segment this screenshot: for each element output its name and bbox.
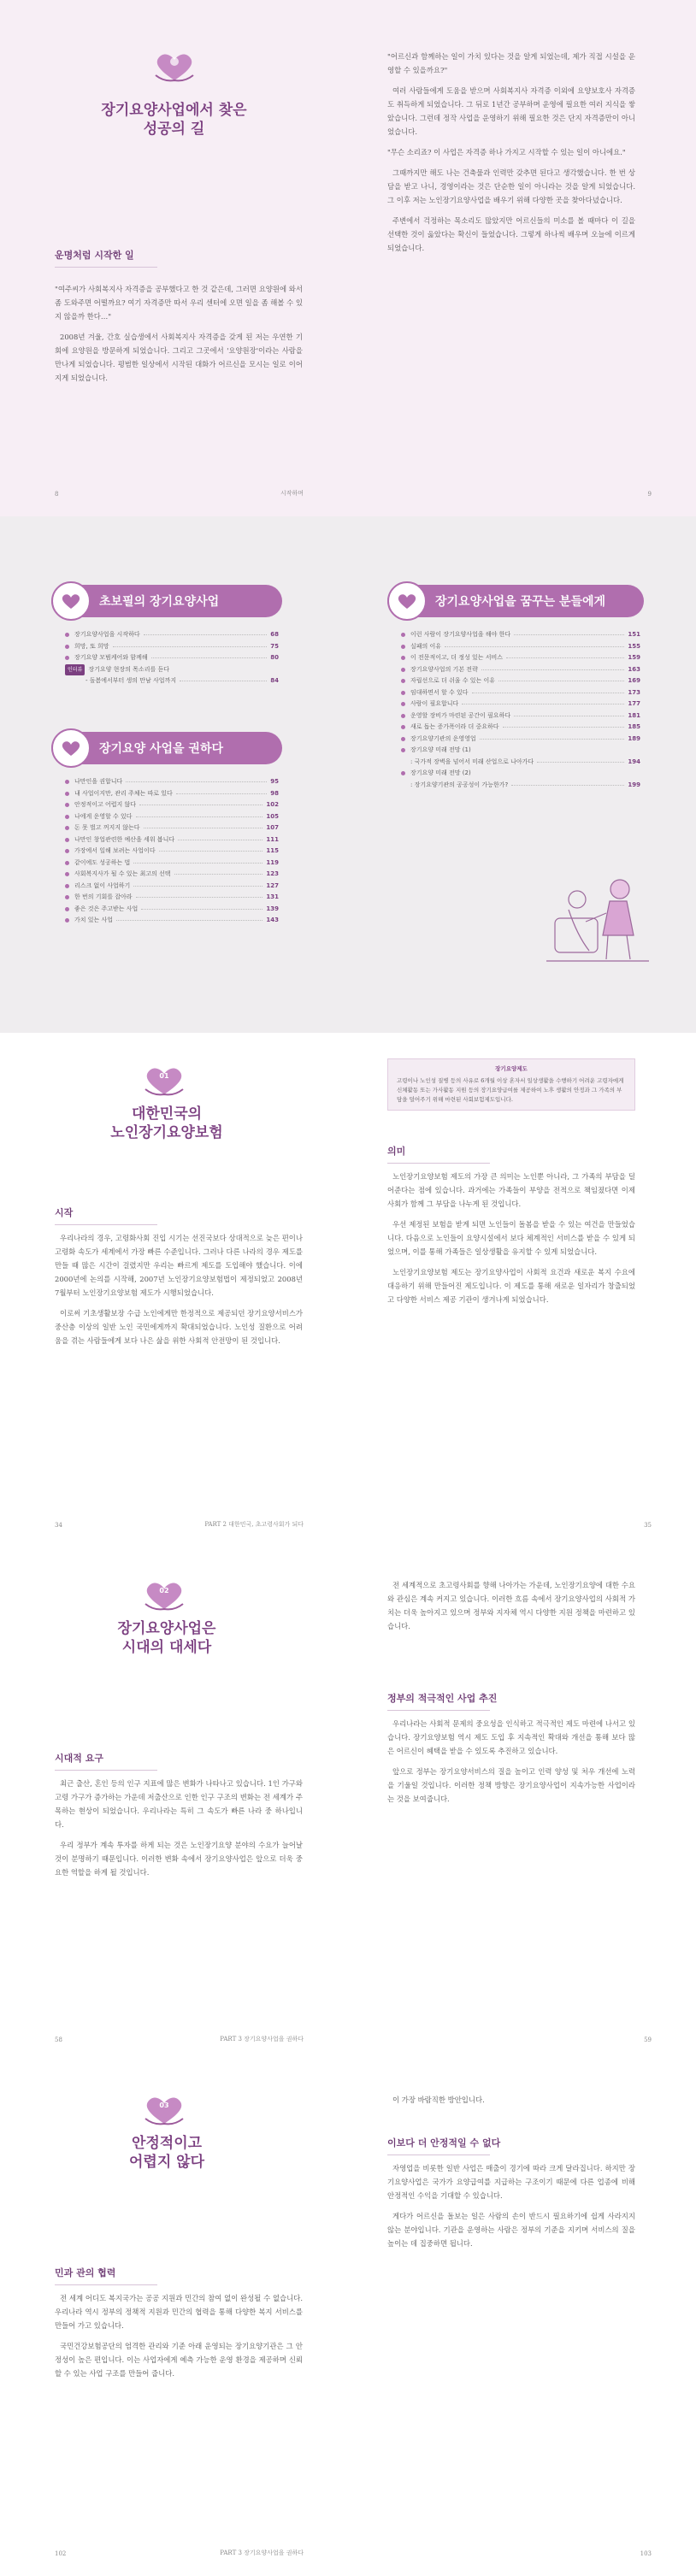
chapter-number: 01 bbox=[159, 1072, 169, 1080]
page-number: 58 bbox=[55, 2037, 62, 2043]
paragraph: 노인장기요양보험 제도는 장기요양사업이 사회적 요건과 새로운 복지 수요에 대응하기 위해 만들어진 제도입니다. 이 제도를 통해 새로운 일자리가 창출되었고 다양한 서비스 제공 기관이 생겨나게 되었습니다. bbox=[387, 1268, 635, 1304]
toc-item[interactable]: 나에게 운영할 수 있다 105 bbox=[65, 811, 279, 823]
title-line-2: 시대의 대세다 bbox=[121, 1639, 212, 1656]
title-line-1: 장기요양사업은 bbox=[117, 1620, 216, 1637]
toc-item[interactable]: 장기요양 모범케어와 함께해 80 bbox=[65, 652, 279, 664]
paragraph: 앞으로 정부는 장기요양서비스의 질을 높이고 인력 양성 및 처우 개선에 노력을 기울일 것입니다. 이러한 정책 방향은 장기요양사업이 지속가능한 사업이라는 것을 보여줍니다. bbox=[387, 1767, 635, 1803]
chapter-title bbox=[0, 101, 348, 139]
toc-item[interactable]: 장기요양 미래 전망 (1) bbox=[401, 745, 640, 757]
toc-item[interactable]: 실패의 이유 155 bbox=[401, 641, 640, 653]
paragraph: 우리나라의 경우, 고령화사회 진입 시기는 선진국보다 상대적으로 늦은 편이나 고령화 속도가 세계에서 가장 빠른 수준입니다. 그러나 다른 나라의 경우 제도를 만들 때 많은 시간이 걸렸지만 우리는 빠르게 제도를 도입해야 했습니다. 이에 2000년에 논의를 시작해, 2007년 노인장기요양보험법이 제정되었고 2008년 7월부터 노인장기요양보험 제도가 시행되었습니다. bbox=[55, 1234, 303, 1297]
paragraph: 최근 출산, 혼인 등의 인구 지표에 많은 변화가 나타나고 있습니다. 1인 가구와 고령 가구가 증가하는 가운데 저출산으로 인한 인구 구조의 변화는 전 세계가 주목하는 현상이 되었습니다. 우리나라는 특히 그 속도가 빠른 나라 중 하나입니다. bbox=[55, 1779, 303, 1829]
title-line-2: 어렵지 않다 bbox=[128, 2154, 205, 2171]
toc-left bbox=[0, 516, 348, 1033]
toc-banner-3 bbox=[387, 585, 644, 617]
paragraph: 전 세계적으로 초고령사회를 향해 나아가는 가운데, 노인장기요양에 대한 수요와 관심은 계속 커지고 있습니다. 이러한 흐름 속에서 장기요양사업의 사회적 가치는 더욱 높아지고 있으며 정부와 지자체 역시 다양한 지원 정책을 마련하고 있습니다. bbox=[387, 1581, 635, 1630]
title-line-2: 성공의 길 bbox=[143, 121, 205, 138]
title-line-2: 노인장기요양보험 bbox=[110, 1124, 223, 1141]
banner-label: 초보필의 장기요양사업 bbox=[99, 595, 220, 609]
heart-hands-icon bbox=[140, 2093, 188, 2127]
section-heading: 의미 bbox=[387, 1144, 490, 1164]
paragraph: 이로써 기초생활보장 수급 노인에게만 한정적으로 제공되던 장기요양서비스가 중산층 이상의 일반 노인 국민에게까지 확대되었습니다. 노인성 질환으로 어려움을 겪는 사람들에게 보다 나은 삶을 위한 사회적 안전망이 된 것입니다. bbox=[55, 1309, 303, 1345]
toc-item[interactable]: 자립선으로 더 쉬울 수 있는 이유 169 bbox=[401, 675, 640, 687]
heart-icon bbox=[387, 581, 427, 621]
paragraph: 우리나라는 사회적 문제의 중요성을 인식하고 적극적인 제도 마련에 나서고 있습니다. 장기요양보험 역시 제도 도입 후 지속적인 확대와 개선을 통해 보다 많은 어르신이 혜택을 받을 수 있도록 추진하고 있습니다. bbox=[387, 1719, 635, 1755]
toc-item[interactable]: 내 사업이지만, 관리 주체는 따로 있다 98 bbox=[65, 788, 279, 800]
quote: "여주씨가 사회복지사 자격증을 공부했다고 한 것 같은데, 그러면 요양원에 와서 좀 도와주면 어떨까요? 여기 자격증만 따서 우리 센터에 오면 일을 좀 해볼 수 있지 않을까 한다…" bbox=[55, 285, 303, 321]
paragraph: 우리 정부가 계속 투자를 하게 되는 것은 노인장기요양 분야의 수요가 늘어날 것이 분명하기 때문입니다. 이러한 변화 속에서 장기요양사업은 앞으로 더욱 중요한 역할을 하게 될 것입니다. bbox=[55, 1841, 303, 1877]
toc-item[interactable]: 나만인 창업관련한 예산을 세워 봅니다 111 bbox=[65, 834, 279, 846]
paragraph: 이 가장 바람직한 방안입니다. bbox=[392, 2096, 485, 2104]
chapter-number: 02 bbox=[159, 1587, 169, 1595]
spread-stable bbox=[0, 2062, 696, 2576]
body-text bbox=[55, 1777, 303, 1886]
heart-hands-icon bbox=[150, 50, 198, 84]
paragraph: 여러 사람들에게 도움을 받으며 사회복지사 자격증 이외에 요양보호사 자격증도 취득하게 되었습니다. 그 뒤로 1년간 공부하며 운영에 필요한 여러 지식을 쌓았습니다. 그런데 정작 사업을 운영하기 위해 필요한 것은 단지 자격증만이 아니었습니다. bbox=[387, 86, 635, 136]
section-heading: 시대적 요구 bbox=[55, 1751, 157, 1771]
chapter-number: 03 bbox=[159, 2101, 169, 2109]
chapter-title bbox=[68, 1619, 265, 1657]
body-text bbox=[55, 282, 303, 392]
page-number: 102 bbox=[55, 2550, 67, 2557]
body-text bbox=[387, 1170, 635, 1313]
toc-item[interactable]: 임대하면서 할 수 있다 173 bbox=[401, 687, 640, 699]
toc-item[interactable]: 이런 사람이 장기요양사업을 해야 한다 151 bbox=[401, 629, 640, 641]
quote: "무슨 소리죠? 이 사업은 자격증 하나 가지고 시작할 수 있는 일이 아니에요." bbox=[387, 148, 626, 156]
body-text bbox=[387, 1578, 635, 1640]
toc-item[interactable]: - 돌봄에서부터 생의 만남 사업까지 84 bbox=[86, 677, 279, 684]
toc-item[interactable]: 운영할 장비가 마련된 공간이 필요하다 181 bbox=[401, 710, 640, 722]
toc-item[interactable]: 좋은 것은 주고받는 사업 139 bbox=[65, 904, 279, 916]
toc-item[interactable]: 돈 못 벌고 꺼지지 않는다 107 bbox=[65, 822, 279, 834]
paragraph: 국민건강보험공단의 엄격한 관리와 기준 아래 운영되는 장기요양기관은 그 안정성이 높은 편입니다. 이는 사업자에게 예측 가능한 운영 환경을 제공하며 신뢰할 수 있는 사업 구조를 만들어 줍니다. bbox=[55, 2342, 303, 2378]
spread-toc bbox=[0, 516, 696, 1033]
body-text bbox=[55, 1231, 303, 1354]
toc-item[interactable]: : 장기요양기관의 공공성이 가능한가? 199 bbox=[410, 781, 640, 788]
section-heading: 민과 관의 협력 bbox=[55, 2266, 157, 2285]
page-number: 103 bbox=[640, 2550, 652, 2557]
paragraph: 우선 제정된 보험을 받게 되면 노인들이 돌봄을 받을 수 있는 여건을 만들었습니다. 다음으로 노인들이 요양시설에서 보다 체계적인 서비스를 받을 수 있게 되었으며, 이를 통해 가족들은 일상생활을 유지할 수 있게 되었습니다. bbox=[387, 1220, 635, 1256]
body-text bbox=[387, 2093, 635, 2113]
page-right bbox=[348, 0, 696, 516]
toc-list-1 bbox=[65, 629, 279, 687]
spread-insurance bbox=[0, 1033, 696, 1547]
toc-item[interactable]: 장기요양사업의 기본 전략 163 bbox=[401, 664, 640, 676]
section-heading: 이보다 더 안정적일 수 없다 bbox=[387, 2136, 500, 2155]
paragraph: 노인장기요양보험 제도의 가장 큰 의미는 노인뿐 아니라, 그 가족의 부담을 덜어준다는 점에 있습니다. 과거에는 가족들이 부양을 전적으로 책임졌다면 이제 사회가 함께 그 부담을 나누게 된 것입니다. bbox=[387, 1172, 635, 1208]
page-left bbox=[0, 0, 348, 516]
title-line-1: 대한민국의 bbox=[131, 1105, 203, 1123]
section-heading: 정부의 적극적인 사업 추진 bbox=[387, 1691, 497, 1711]
toc-item[interactable]: 사람이 필요합니다 177 bbox=[401, 699, 640, 710]
paragraph: 주변에서 걱정하는 목소리도 많았지만 어르신들의 미소를 볼 때마다 이 길을 선택한 것이 옳았다는 확신이 들었습니다. 그렇게 하나씩 배우며 오늘에 이르게 되었습니다. bbox=[387, 216, 635, 252]
banner-label: 장기요양 사업을 권하다 bbox=[99, 742, 223, 756]
toc-item[interactable]: 나만인을 권합니다 95 bbox=[65, 776, 279, 788]
heart-hands-icon bbox=[140, 1064, 188, 1098]
page-number: 8 bbox=[55, 491, 59, 498]
toc-item[interactable]: 장기요양사업을 시작하다 68 bbox=[65, 629, 279, 641]
interview-tag: 인터뷰 bbox=[65, 664, 85, 676]
running-header: PART 3 장기요양사업을 권하다 bbox=[220, 2036, 304, 2043]
paragraph: 그때까지만 해도 나는 건축물과 인력만 갖추면 된다고 생각했습니다. 한 번 상담을 받고 나니, 경영이라는 것은 단순한 일이 아니라는 것을 알게 되었습니다. 그 이후 저는 노인장기요양사업을 배우기 위해 다양한 곳을 찾아다녔습니다. bbox=[387, 168, 635, 204]
title-line-1: 장기요양사업에서 찾은 bbox=[101, 102, 247, 119]
title-line-1: 안정적이고 bbox=[131, 2135, 203, 2152]
body-text bbox=[55, 2291, 303, 2387]
quote: "어르신과 함께하는 일이 가치 있다는 것을 알게 되었는데, 제가 직접 시설을 운영할 수 있을까요?" bbox=[387, 52, 635, 74]
toc-item[interactable]: : 국가적 장벽을 넘어서 미래 산업으로 나아가다 194 bbox=[410, 757, 640, 765]
definition-text: 고령이나 노인성 질병 등의 사유로 6개월 이상 혼자서 일상생활을 수행하기 어려운 고령자에게 신체활동 또는 가사활동 지원 등의 장기요양급여를 제공하여 노후 생활의 안정과 그 가족의 부담을 덜어주기 위해 마련된 사회보험제도입니다. bbox=[397, 1077, 624, 1103]
page-number: 35 bbox=[644, 1522, 652, 1529]
page-left bbox=[0, 1033, 348, 1547]
toc-item[interactable]: 희망, 또 희망 75 bbox=[65, 641, 279, 653]
definition-title: 장기요양제도 bbox=[495, 1065, 528, 1072]
toc-item[interactable]: 안정적이고 어렵지 않다 102 bbox=[65, 799, 279, 811]
toc-banner-2 bbox=[51, 732, 282, 764]
heart-hands-icon bbox=[140, 1578, 188, 1612]
running-header: 시작하며 bbox=[280, 490, 304, 497]
toc-item[interactable]: 장기요양기관의 운영영업 189 bbox=[401, 734, 640, 746]
banner-label: 장기요양사업을 꿈꾸는 분들에게 bbox=[435, 595, 606, 609]
page-number: 9 bbox=[647, 491, 652, 498]
heart-icon bbox=[51, 728, 91, 768]
page-right bbox=[348, 1033, 696, 1547]
chapter-title bbox=[68, 1105, 265, 1142]
page-number: 34 bbox=[55, 1522, 62, 1529]
toc-item[interactable]: 리스크 없이 사업하기 127 bbox=[65, 881, 279, 893]
definition-box bbox=[387, 1058, 635, 1111]
caregiver-illustration bbox=[538, 858, 658, 970]
body-text bbox=[387, 50, 635, 262]
heart-icon bbox=[51, 581, 91, 621]
page-left bbox=[0, 2062, 348, 2576]
section-heading: 운명처럼 시작한 일 bbox=[55, 248, 157, 268]
toc-item[interactable]: 새로 돕는 증가폭이라 더 중요하다 185 bbox=[401, 722, 640, 734]
toc-list-3 bbox=[401, 629, 640, 791]
toc-right bbox=[348, 516, 696, 1033]
body-text bbox=[387, 2161, 635, 2257]
page-number: 59 bbox=[644, 2037, 652, 2043]
page-right bbox=[348, 1547, 696, 2062]
toc-item[interactable]: 가장에서 일해 보려는 사업이다 115 bbox=[65, 846, 279, 858]
paragraph: 2008년 겨울, 간호 실습생에서 사회복지사 자격증을 갖게 된 저는 우연한 기회에 요양원을 방문하게 되었습니다. 그리고 그곳에서 '요양원장'이라는 사람을 만나게 되었습니다. 평범한 일상에서 시작된 대화가 어르신을 모시는 일로 이어지게 되었습니다. bbox=[55, 333, 303, 382]
page-left bbox=[0, 1547, 348, 2062]
toc-item[interactable]: 장기요양 미래 전망 (2) bbox=[401, 768, 640, 780]
body-text bbox=[387, 1717, 635, 1813]
section-heading: 시작 bbox=[55, 1205, 157, 1225]
chapter-title bbox=[68, 2134, 265, 2172]
paragraph: 자영업을 비롯한 일반 사업은 매출이 경기에 따라 크게 달라집니다. 하지만 장기요양사업은 국가가 요양급여를 지급하는 구조이기 때문에 다른 업종에 비해 안정적인 수익을 기대할 수 있습니다. bbox=[387, 2164, 635, 2200]
toc-item[interactable]: 사회복지사가 될 수 있는 최고의 선택 123 bbox=[65, 869, 279, 881]
toc-item[interactable]: 이 전문적이고, 더 정성 있는 서비스 159 bbox=[401, 652, 640, 664]
paragraph: 게다가 어르신을 돌보는 일은 사람의 손이 반드시 필요하기에 쉽게 사라지지 않는 분야입니다. 기관을 운영하는 사람은 정부의 기준을 지키며 서비스의 질을 높이는 데 집중하면 됩니다. bbox=[387, 2212, 635, 2248]
toc-item[interactable]: 같이에도 성공하는 법 119 bbox=[65, 858, 279, 869]
toc-item[interactable]: 인터뷰 장기요양 현장의 목소리를 듣다 bbox=[65, 664, 279, 676]
page-right bbox=[348, 2062, 696, 2576]
running-header: PART 2 대한민국, 초고령사회가 되다 bbox=[204, 1521, 304, 1528]
running-header: PART 3 장기요양사업을 권하다 bbox=[220, 2549, 304, 2556]
spread-trend bbox=[0, 1547, 696, 2062]
toc-item[interactable]: 한 번의 기회를 잡아라 131 bbox=[65, 892, 279, 904]
toc-banner-1 bbox=[51, 585, 282, 617]
paragraph: 전 세계 어디도 복지국가는 공공 지원과 민간의 참여 없이 완성될 수 없습니다. 우리나라 역시 정부의 정책적 지원과 민간의 협력을 통해 다양한 복지 서비스를 만들어 가고 있습니다. bbox=[55, 2294, 303, 2330]
spread-intro bbox=[0, 0, 696, 516]
toc-item[interactable]: 가치 있는 사업 143 bbox=[65, 915, 279, 927]
toc-list-2 bbox=[65, 776, 279, 927]
